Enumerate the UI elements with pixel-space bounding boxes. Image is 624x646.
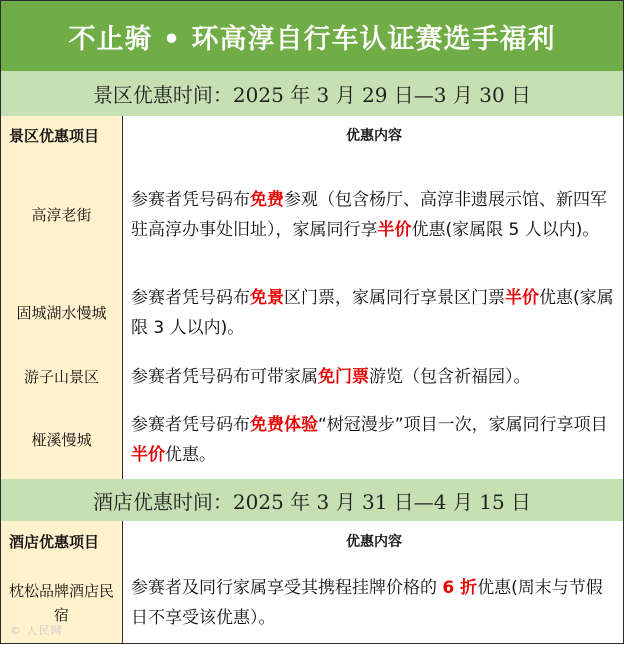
row-name-zhensong-hotel: 枕松品牌酒店民宿 (1, 563, 123, 643)
content-text: 参观（包含杨厅、高淳非遗展示馆、新四军驻高淳办事处旧址），家属同行享 (131, 189, 607, 240)
highlight-text: 免费 (250, 189, 284, 210)
highlight-text: 免景 (250, 288, 284, 308)
row-content (123, 401, 623, 479)
highlight-text: 半价 (131, 445, 165, 465)
table-title: 不止骑 • 环高淳自行车认证赛选手福利 (0, 0, 624, 72)
scenic-period-banner: 景区优惠时间：2025 年 3 月 29 日—3 月 30 日 (0, 71, 624, 117)
watermark: © 人民网 (10, 624, 63, 637)
highlight-text: 6 折 (442, 578, 478, 598)
table-row (0, 563, 624, 644)
content-text: 优惠。 (165, 445, 216, 465)
highlight-text: 半价 (377, 219, 412, 240)
scenic-header-item: 景区优惠项目 (1, 116, 123, 155)
content-text: 区门票，家属同行享景区门票 (284, 288, 505, 308)
row-name-gucheng-lake: 固城湖水慢城 (1, 274, 123, 352)
table-row (0, 352, 624, 402)
content-text: 参赛者凭号码布可带家属 (131, 366, 318, 387)
content-text: 参赛者及同行家属享受其携程挂牌价格的 (131, 578, 443, 598)
row-content (123, 155, 623, 274)
table-row (0, 401, 624, 480)
content-text: “树冠漫步”项目一次，家属同行享项目 (318, 415, 608, 435)
row-name-gaochun-old-street: 高淳老街 (1, 155, 123, 274)
scenic-header-content: 优惠内容 (123, 116, 623, 155)
row-name-yaxi: 桠溪慢城 (1, 401, 123, 479)
content-text: 优惠(家属限 3 人以内)。 (131, 288, 614, 338)
hotel-header-item: 酒店优惠项目 (1, 521, 123, 563)
content-text: 优惠(周末与节假日不享受该优惠）。 (131, 578, 603, 628)
hotel-period-banner: 酒店优惠时间：2025 年 3 月 31 日—4 月 15 日 (0, 479, 624, 522)
hotel-header-content: 优惠内容 (123, 521, 623, 563)
table-row (0, 274, 624, 353)
content-text: 参赛者凭号码布 (131, 189, 250, 210)
row-content (123, 274, 623, 352)
scenic-header-row (0, 116, 624, 156)
row-name-youzishan: 游子山景区 (1, 352, 123, 401)
content-text: 优惠(家属限 5 人以内)。 (411, 219, 600, 240)
highlight-text: 免门票 (318, 366, 369, 387)
hotel-header-row (0, 521, 624, 564)
content-text: 游览（包含祈福园）。 (369, 366, 531, 387)
table-row (0, 155, 624, 275)
highlight-text: 半价 (505, 288, 539, 308)
content-text: 参赛者凭号码布 (131, 288, 250, 308)
row-content (123, 352, 623, 401)
content-text: 参赛者凭号码布 (131, 415, 250, 435)
highlight-text: 免费体验 (250, 415, 318, 435)
row-content (123, 563, 623, 643)
